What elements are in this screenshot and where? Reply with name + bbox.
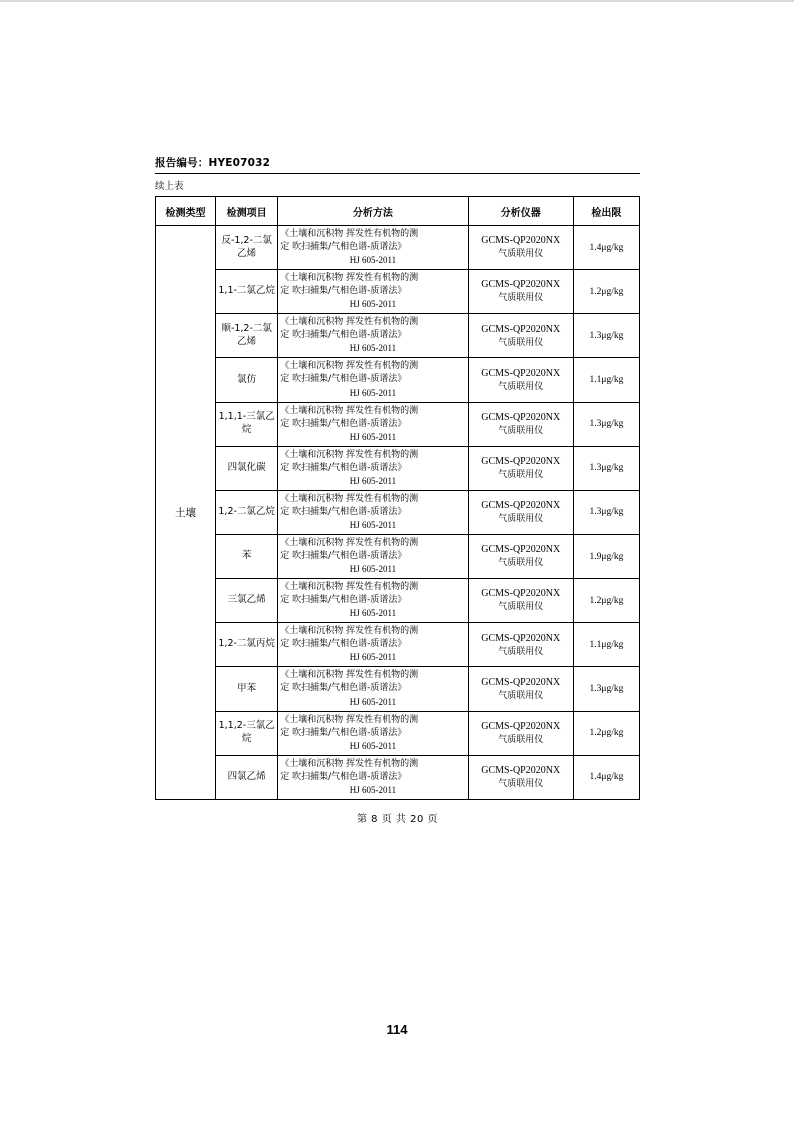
- instrument-model: GCMS-QP2020NX: [481, 323, 561, 335]
- method-standard-title-line1: 《土壤和沉积物 挥发性有机物的测: [280, 361, 419, 372]
- method-standard-code: HJ 605-2011: [349, 431, 397, 442]
- instrument-name: 气质联用仪: [498, 558, 544, 569]
- cell-analysis-instrument: [468, 623, 573, 667]
- method-standard-code: HJ 605-2011: [349, 740, 397, 751]
- cell-analysis-method: [278, 579, 468, 623]
- cell-detection-item: 1,1,2-三氯乙烷: [216, 711, 278, 755]
- cell-analysis-method: [278, 534, 468, 578]
- method-standard-title-line2: 定 吹扫捕集/气相色谱-质谱法》: [280, 506, 407, 517]
- method-standard-title-line1: 《土壤和沉积物 挥发性有机物的测: [280, 449, 419, 460]
- method-standard-code: HJ 605-2011: [349, 519, 397, 530]
- method-standard-code: HJ 605-2011: [349, 696, 397, 707]
- method-standard-code: HJ 605-2011: [349, 343, 397, 354]
- instrument-model: GCMS-QP2020NX: [481, 455, 561, 467]
- method-standard-title-line1: 《土壤和沉积物 挥发性有机物的测: [280, 670, 419, 681]
- instrument-name: 气质联用仪: [498, 293, 544, 304]
- cell-detection-item: 1,2-二氯丙烷: [216, 623, 278, 667]
- header-analysis-method: 分析方法: [278, 197, 468, 226]
- cell-analysis-method: [278, 623, 468, 667]
- cell-analysis-instrument: [468, 358, 573, 402]
- cell-analysis-instrument: [468, 402, 573, 446]
- method-standard-title-line1: 《土壤和沉积物 挥发性有机物的测: [280, 714, 419, 725]
- cell-analysis-instrument: [468, 711, 573, 755]
- analysis-methods-table: [155, 196, 640, 800]
- table-row: [156, 623, 640, 667]
- instrument-name: 气质联用仪: [498, 602, 544, 613]
- method-standard-code: HJ 605-2011: [349, 652, 397, 663]
- header-detection-item: 检测项目: [216, 197, 278, 226]
- cell-detection-limit: 1.2μg/kg: [573, 711, 639, 755]
- page-content: [155, 155, 640, 825]
- cell-detection-item: 三氯乙烯: [216, 579, 278, 623]
- instrument-name: 气质联用仪: [498, 734, 544, 745]
- page-footer: 第 8 页 共 20 页: [357, 813, 438, 825]
- cell-detection-limit: 1.2μg/kg: [573, 270, 639, 314]
- instrument-model: GCMS-QP2020NX: [481, 720, 561, 732]
- cell-analysis-method: [278, 402, 468, 446]
- instrument-name: 气质联用仪: [498, 514, 544, 525]
- method-standard-title-line1: 《土壤和沉积物 挥发性有机物的测: [280, 493, 419, 504]
- header-detection-limit: 检出限: [573, 197, 639, 226]
- instrument-name: 气质联用仪: [498, 249, 544, 260]
- cell-analysis-method: [278, 755, 468, 799]
- method-standard-title-line2: 定 吹扫捕集/气相色谱-质谱法》: [280, 595, 407, 606]
- instrument-model: GCMS-QP2020NX: [481, 500, 561, 512]
- header-analysis-instrument: 分析仪器: [468, 197, 573, 226]
- cell-analysis-instrument: [468, 579, 573, 623]
- method-standard-title-line2: 定 吹扫捕集/气相色谱-质谱法》: [280, 374, 407, 385]
- cell-detection-limit: 1.3μg/kg: [573, 402, 639, 446]
- cell-analysis-method: [278, 446, 468, 490]
- instrument-model: GCMS-QP2020NX: [481, 544, 561, 556]
- instrument-model: GCMS-QP2020NX: [481, 367, 561, 379]
- cell-analysis-method: [278, 226, 468, 270]
- method-standard-title-line1: 《土壤和沉积物 挥发性有机物的测: [280, 758, 419, 769]
- table-row: [156, 314, 640, 358]
- method-standard-code: HJ 605-2011: [349, 299, 397, 310]
- table-row: [156, 667, 640, 711]
- table-row: [156, 402, 640, 446]
- table-row: [156, 490, 640, 534]
- method-standard-title-line2: 定 吹扫捕集/气相色谱-质谱法》: [280, 418, 407, 429]
- instrument-model: GCMS-QP2020NX: [481, 764, 561, 776]
- cell-detection-limit: 1.3μg/kg: [573, 667, 639, 711]
- page-top-rule: [0, 0, 794, 2]
- table-row: [156, 534, 640, 578]
- method-standard-code: HJ 605-2011: [349, 255, 397, 266]
- instrument-model: GCMS-QP2020NX: [481, 632, 561, 644]
- cell-analysis-instrument: [468, 226, 573, 270]
- instrument-name: 气质联用仪: [498, 646, 544, 657]
- cell-analysis-method: [278, 490, 468, 534]
- method-standard-title-line1: 《土壤和沉积物 挥发性有机物的测: [280, 229, 419, 239]
- cell-detection-item: 苯: [216, 534, 278, 578]
- method-standard-code: HJ 605-2011: [349, 387, 397, 398]
- report-number: 报告编号：HYE07032: [155, 155, 640, 174]
- instrument-model: GCMS-QP2020NX: [481, 235, 561, 247]
- instrument-name: 气质联用仪: [498, 690, 544, 701]
- cell-detection-limit: 1.1μg/kg: [573, 358, 639, 402]
- method-standard-code: HJ 605-2011: [349, 475, 397, 486]
- method-standard-title-line1: 《土壤和沉积物 挥发性有机物的测: [280, 405, 419, 416]
- cell-detection-limit: 1.1μg/kg: [573, 623, 639, 667]
- cell-detection-limit: 1.3μg/kg: [573, 490, 639, 534]
- cell-detection-item: 甲苯: [216, 667, 278, 711]
- cell-analysis-instrument: [468, 534, 573, 578]
- instrument-name: 气质联用仪: [498, 469, 544, 480]
- cell-detection-limit: 1.3μg/kg: [573, 314, 639, 358]
- cell-detection-item: 1,1-二氯乙烷: [216, 270, 278, 314]
- instrument-name: 气质联用仪: [498, 381, 544, 392]
- cell-analysis-method: [278, 314, 468, 358]
- instrument-model: GCMS-QP2020NX: [481, 588, 561, 600]
- method-standard-title-line1: 《土壤和沉积物 挥发性有机物的测: [280, 582, 419, 593]
- sheet-page-number: 114: [386, 1022, 408, 1037]
- method-standard-code: HJ 605-2011: [349, 564, 397, 575]
- cell-analysis-method: [278, 711, 468, 755]
- method-standard-title-line1: 《土壤和沉积物 挥发性有机物的测: [280, 626, 419, 637]
- cell-detection-limit: 1.9μg/kg: [573, 534, 639, 578]
- cell-detection-item: 反-1,2-二氯乙烯: [216, 226, 278, 270]
- instrument-model: GCMS-QP2020NX: [481, 279, 561, 291]
- cell-detection-item: 四氯乙烯: [216, 755, 278, 799]
- table-header-row: [156, 197, 640, 226]
- method-standard-title-line2: 定 吹扫捕集/气相色谱-质谱法》: [280, 727, 407, 738]
- cell-analysis-instrument: [468, 755, 573, 799]
- cell-detection-limit: 1.2μg/kg: [573, 579, 639, 623]
- method-standard-title-line2: 定 吹扫捕集/气相色谱-质谱法》: [280, 551, 407, 562]
- cell-analysis-instrument: [468, 270, 573, 314]
- table-row: [156, 446, 640, 490]
- table-row: [156, 270, 640, 314]
- method-standard-title-line2: 定 吹扫捕集/气相色谱-质谱法》: [280, 639, 407, 650]
- method-standard-title-line1: 《土壤和沉积物 挥发性有机物的测: [280, 273, 419, 284]
- method-standard-title-line1: 《土壤和沉积物 挥发性有机物的测: [280, 317, 419, 328]
- table-row: [156, 711, 640, 755]
- table-row: [156, 226, 640, 270]
- instrument-name: 气质联用仪: [498, 778, 544, 789]
- method-standard-title-line2: 定 吹扫捕集/气相色谱-质谱法》: [280, 771, 407, 782]
- table-row: [156, 579, 640, 623]
- cell-detection-limit: 1.4μg/kg: [573, 755, 639, 799]
- cell-detection-limit: 1.3μg/kg: [573, 446, 639, 490]
- cell-detection-item: 四氯化碳: [216, 446, 278, 490]
- method-standard-title-line2: 定 吹扫捕集/气相色谱-质谱法》: [280, 286, 407, 297]
- instrument-model: GCMS-QP2020NX: [481, 676, 561, 688]
- instrument-name: 气质联用仪: [498, 425, 544, 436]
- cell-analysis-instrument: [468, 446, 573, 490]
- method-standard-title-line2: 定 吹扫捕集/气相色谱-质谱法》: [280, 462, 407, 473]
- instrument-name: 气质联用仪: [498, 337, 544, 348]
- cell-detection-type: 土壤: [156, 226, 216, 800]
- cell-analysis-instrument: [468, 314, 573, 358]
- method-standard-title-line1: 《土壤和沉积物 挥发性有机物的测: [280, 537, 419, 548]
- cell-analysis-instrument: [468, 490, 573, 534]
- cell-detection-limit: 1.4μg/kg: [573, 226, 639, 270]
- method-standard-code: HJ 605-2011: [349, 608, 397, 619]
- method-standard-code: HJ 605-2011: [349, 784, 397, 795]
- table-row: [156, 358, 640, 402]
- cell-detection-item: 顺-1,2-二氯乙烯: [216, 314, 278, 358]
- header-detection-type: 检测类型: [156, 197, 216, 226]
- cell-detection-item: 氯仿: [216, 358, 278, 402]
- cell-detection-item: 1,1,1-三氯乙烷: [216, 402, 278, 446]
- cell-analysis-method: [278, 667, 468, 711]
- cell-analysis-method: [278, 270, 468, 314]
- continued-table-label: 续上表: [155, 181, 184, 192]
- method-standard-title-line2: 定 吹扫捕集/气相色谱-质谱法》: [280, 683, 407, 694]
- table-row: [156, 755, 640, 799]
- method-standard-title-line2: 定 吹扫捕集/气相色谱-质谱法》: [280, 330, 407, 341]
- cell-detection-item: 1,2-二氯乙烷: [216, 490, 278, 534]
- cell-analysis-instrument: [468, 667, 573, 711]
- cell-analysis-method: [278, 358, 468, 402]
- instrument-model: GCMS-QP2020NX: [481, 411, 561, 423]
- method-standard-title-line2: 定 吹扫捕集/气相色谱-质谱法》: [280, 242, 407, 253]
